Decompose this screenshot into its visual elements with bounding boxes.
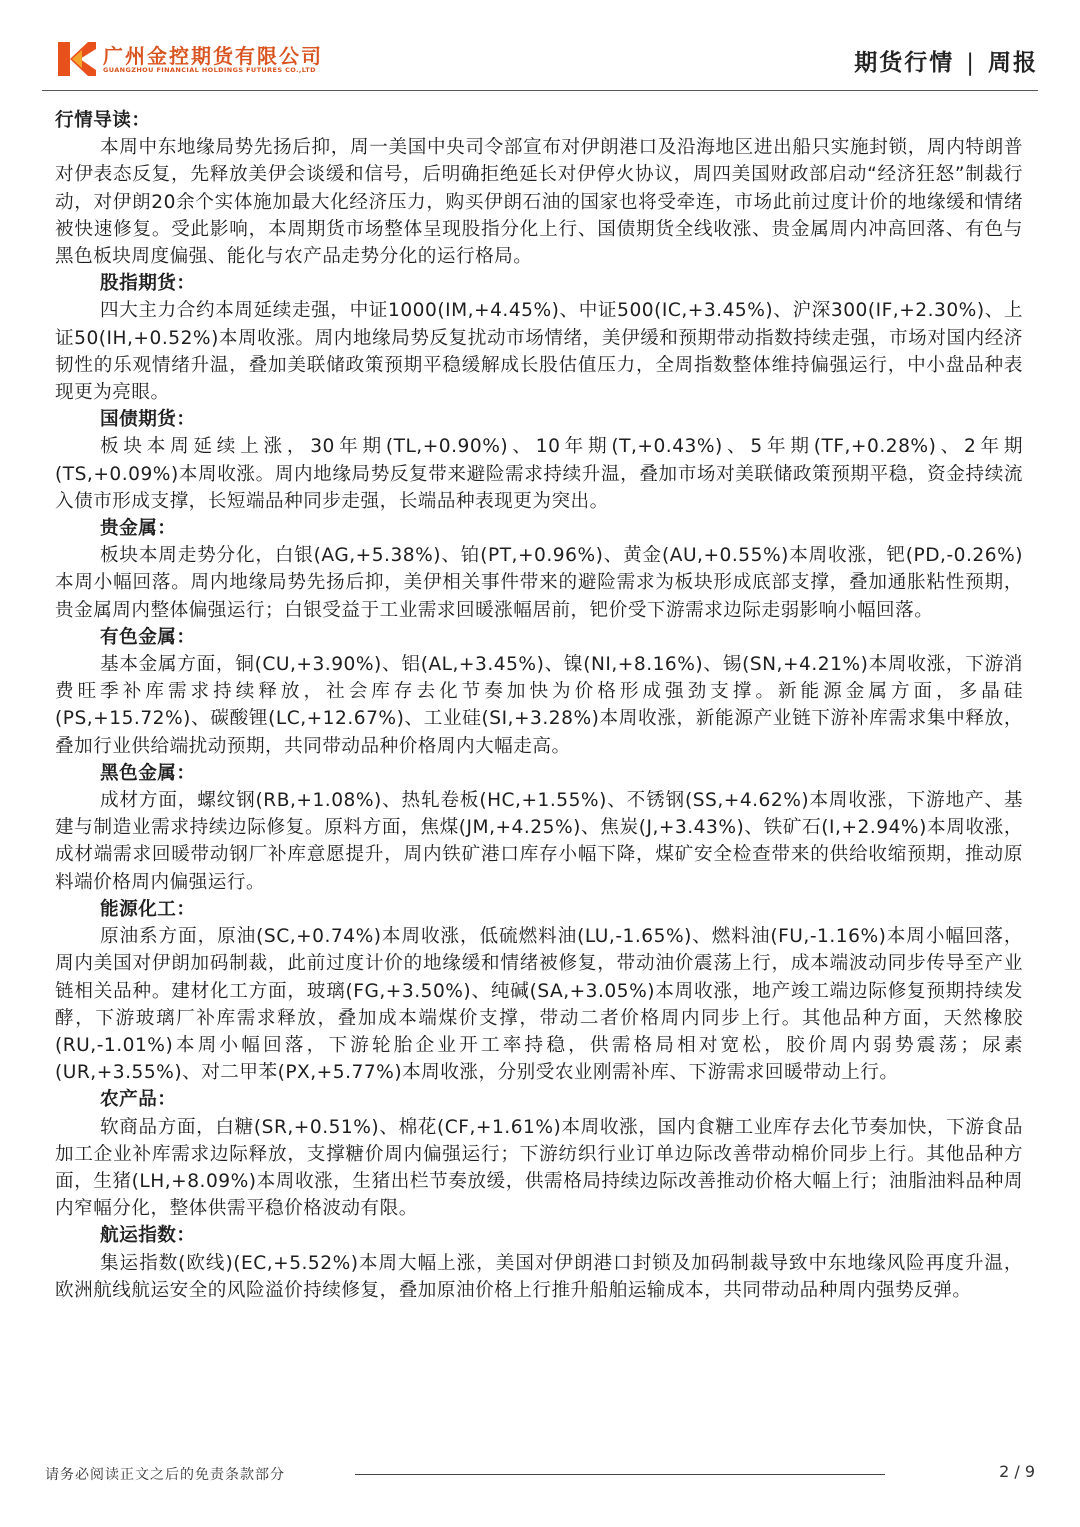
section-heading-nonferrous: 有色金属：	[100, 626, 196, 648]
footer-divider	[355, 1474, 885, 1475]
section-text-precious-metals: 板块本周走势分化，白银(AG,+5.38%)、铂(PT,+0.96%)、黄金(AU,+0.55%)本周收涨，钯(PD,-0.26%)本周小幅回落。周内地缘局势先扬后抑，美伊相关事件带来的避险需求为板块形成底部支撑，叠加通胀粘性预期，贵金属周内整体偏强运行；白银受益于工业需求回暖涨幅居前，钯价受下游需求边际走弱影响小幅回落。	[55, 545, 1023, 621]
page-number: 2 / 9	[999, 1462, 1035, 1481]
section-text-nonferrous: 基本金属方面，铜(CU,+3.90%)、铝(AL,+3.45%)、镍(NI,+8.16%)、锡(SN,+4.21%)本周收涨，下游消费旺季补库需求持续释放，社会库存去化节奏加快为价格形成强劲支撑。新能源金属方面，多晶硅(PS,+15.72%)、碳酸锂(LC,+12.67%)、工业硅(SI,+3.28%)本周收涨，新能源产业链下游补库需求集中释放，叠加行业供给端扰动预期，共同带动品种价格周内大幅走高。	[55, 654, 1023, 757]
header-divider	[42, 90, 1038, 91]
section-heading-agriculture: 农产品：	[100, 1089, 177, 1111]
section-heading-ferrous: 黑色金属：	[100, 762, 196, 784]
intro-heading: 行情导读：	[55, 110, 151, 131]
intro-paragraph: 本周中东地缘局势先扬后抑，周一美国中央司令部宣布对伊朗港口及沿海地区进出船只实施封锁，周内特朗普对伊表态反复，先释放美伊会谈缓和信号，后明确拒绝延长对伊停火协议，周四美国财政部启动“经济狂怒”制裁行动，对伊朗20余个实体施加最大化经济压力，购买伊朗石油的国家也将受牵连，市场此前过度计价的地缘缓和情绪被快速修复。受此影响，本周期货市场整体呈现股指分化上行、国债期货全线收涨、贵金属周内冲高回落、有色与黑色板块周度偏强、能化与农产品走势分化的运行格局。	[55, 137, 1023, 268]
section-text-treasury: 板块本周延续上涨，30年期(TL,+0.90%)、10年期(T,+0.43%)、5年期(TF,+0.28%)、2年期(TS,+0.09%)本周收涨。周内地缘局势反复带来避险需求持续升温，叠加市场对美联储政策预期平稳，资金持续流入债市形成支撑，长短端品种同步走强，长端品种表现更为突出。	[55, 436, 1023, 512]
page-footer	[0, 1458, 1080, 1498]
section-heading-shipping: 航运指数：	[100, 1225, 196, 1247]
section-heading-stock-index: 股指期货：	[100, 273, 196, 295]
section-text-shipping: 集运指数(欧线)(EC,+5.52%)本周大幅上涨，美国对伊朗港口封锁及加码制裁导致中东地缘风险再度升温，欧洲航线航运安全的风险溢价持续修复，叠加原油价格上行推升船舶运输成本，共同带动品种周内强势反弹。	[55, 1252, 1023, 1301]
doc-type-label: 期货行情	[854, 50, 955, 76]
section-text-ferrous: 成材方面，螺纹钢(RB,+1.08%)、热轧卷板(HC,+1.55%)、不锈钢(SS,+4.62%)本周收涨，下游地产、基建与制造业需求持续边际修复。原料方面，焦煤(JM,+4.25%)、焦炭(J,+3.43%)、铁矿石(I,+2.94%)本周收涨，成材端需求回暖带动钢厂补库意愿提升，周内铁矿港口库存小幅下降，煤矿安全检查带来的供给收缩预期，推动原料端价格周内偏强运行。	[55, 790, 1023, 893]
section-heading-energy-chemicals: 能源化工：	[100, 898, 196, 920]
section-text-stock-index: 四大主力合约本周延续走强，中证1000(IM,+4.45%)、中证500(IC,+3.45%)、沪深300(IF,+2.30%)、上证50(IH,+0.52%)本周收涨。周内地缘局势反复扰动市场情绪，美伊缓和预期带动指数持续走强，市场对国内经济韧性的乐观情绪升温，叠加美联储政策预期平稳缓解成长股估值压力，全周指数整体维持偏强运行，中小盘品种表现更为亮眼。	[55, 300, 1023, 404]
document-type	[854, 44, 1038, 77]
doc-type-separator: |	[966, 50, 976, 76]
section-heading-treasury: 国债期货：	[100, 409, 196, 431]
doc-kind-label: 周报	[988, 50, 1038, 76]
page-header	[0, 0, 1080, 100]
company-name-en: GUANGZHOU FINANCIAL HOLDINGS FUTURES CO.,LTD	[103, 66, 316, 74]
section-text-agriculture: 软商品方面，白糖(SR,+0.51%)、棉花(CF,+1.61%)本周收涨，国内食糖工业库存去化节奏加快，下游食品加工企业补库需求边际释放，支撑糖价周内偏强运行；下游纺织行业订单边际改善带动棉价同步上行。其他品种方面，生猪(LH,+8.09%)本周收涨，生猪出栏节奏放缓，供需格局持续边际改善推动价格大幅上行；油脂油料品种周内窄幅分化，整体供需平稳价格波动有限。	[55, 1116, 1023, 1220]
company-name-cn: 广州金控期货有限公司	[103, 44, 323, 68]
section-text-energy-chemicals: 原油系方面，原油(SC,+0.74%)本周收涨，低硫燃料油(LU,-1.65%)、燃料油(FU,-1.16%)本周小幅回落，周内美国对伊朗加码制裁，此前过度计价的地缘缓和情绪被修复，带动油价震荡上行，成本端波动同步传导至产业链相关品种。建材化工方面，玻璃(FG,+3.50%)、纯碱(SA,+3.05%)本周收涨，地产竣工端边际修复预期持续发酵，下游玻璃厂补库需求释放，叠加成本端煤价支撑，带动二者价格周内同步上行。其他品种方面，天然橡胶(RU,-1.01%)本周小幅回落，下游轮胎企业开工率持稳，供需格局相对宽松，胶价周内弱势震荡；尿素(UR,+3.55%)、对二甲苯(PX,+5.77%)本周收涨，分别受农业刚需补库、下游需求回暖带动上行。	[55, 926, 1023, 1084]
disclaimer-note: 请务必阅读正文之后的免责条款部分	[45, 1467, 285, 1483]
kingcon-k-logo-icon	[58, 40, 96, 78]
report-body	[55, 107, 1023, 1304]
section-heading-precious-metals: 贵金属：	[100, 518, 177, 540]
